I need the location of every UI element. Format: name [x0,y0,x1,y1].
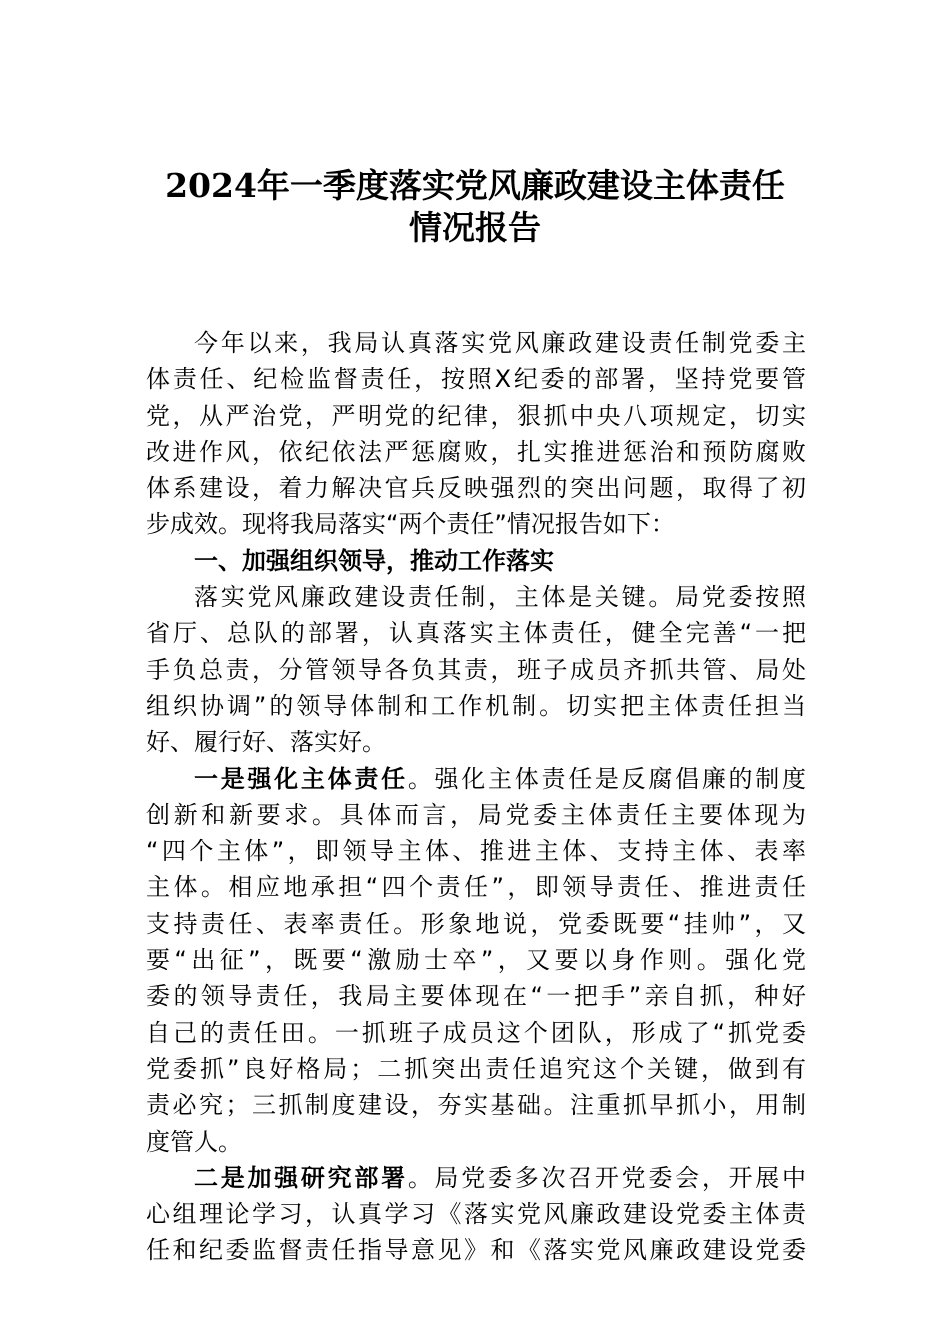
paragraph-line: 今年以来，我局认真落实党风廉政建设责任制党委主 [194,329,806,357]
paragraph-line: 自己的责任田。一抓班子成员这个团队，形成了“抓党委 [146,1018,806,1047]
paragraph-line: 好、履行好、落实好。 [146,728,386,757]
lead-phrase: 二是加强研究部署 [194,1163,408,1192]
paragraph-line: 支持责任、表率责任。形象地说，党委既要“挂帅”，又 [146,909,806,938]
paragraph-text: 。局党委多次召开党委会，开展中 [407,1163,807,1192]
paragraph-text: 。强化主体责任是反腐倡廉的制度 [407,764,807,793]
document-body [146,325,806,1269]
paragraph-line: 手负总责，分管领导各负其责，班子成员齐抓共管、局处 [146,655,806,684]
paragraph-line: 落实党风廉政建设责任制，主体是关键。局党委按照 [194,583,806,612]
lead-phrase: 一是强化主体责任 [194,764,408,793]
paragraph-line: 创新和新要求。具体而言，局党委主体责任主要体现为 [146,800,806,829]
paragraph-line: 责必究；三抓制度建设，夯实基础。注重抓早抓小，用制 [146,1091,806,1120]
document-title-line-2: 情况报告 [409,208,541,247]
section-heading: 一、加强组织领导，推动工作落实 [194,546,554,575]
paragraph-line: 省厅、总队的部署，认真落实主体责任，健全完善“一把 [146,619,806,648]
paragraph-line: 心组理论学习，认真学习《落实党风廉政建设党委主体责 [146,1200,806,1229]
paragraph-line: 党委抓”良好格局；二抓突出责任追究这个关键，做到有 [146,1054,806,1083]
paragraph-line: 委的领导责任，我局主要体现在“一把手”亲自抓，种好 [146,982,806,1011]
paragraph-line [146,761,806,797]
document-title-line-1: 2024年一季度落实党风廉政建设主体责任 [165,166,785,205]
paragraph-line: 党，从严治党，严明党的纪律，狠抓中央八项规定，切实 [146,401,806,430]
paragraph-line: 体责任、纪检监督责任，按照X纪委的部署，坚持党要管 [146,365,806,394]
paragraph-line: 主体。相应地承担“四个责任”，即领导责任、推进责任 [146,873,806,902]
paragraph-line: 组织协调”的领导体制和工作机制。切实把主体责任担当 [146,691,806,720]
paragraph-line: 体系建设，着力解决官兵反映强烈的突出问题，取得了初 [146,474,806,503]
paragraph-line: 改进作风，依纪依法严惩腐败，扎实推进惩治和预防腐败 [146,437,806,466]
paragraph-line: 要“出征”，既要“激励士卒”，又要以身作则。强化党 [146,946,806,975]
paragraph-line: 度管人。 [146,1127,242,1156]
paragraph-line [146,1160,806,1196]
paragraph-line: 步成效。现将我局落实“两个责任”情况报告如下： [146,510,675,539]
paragraph-line: 任和纪委监督责任指导意见》和《落实党风廉政建设党委 [146,1236,806,1265]
paragraph-line: “四个主体”，即领导主体、推进主体、支持主体、表率 [146,837,806,866]
